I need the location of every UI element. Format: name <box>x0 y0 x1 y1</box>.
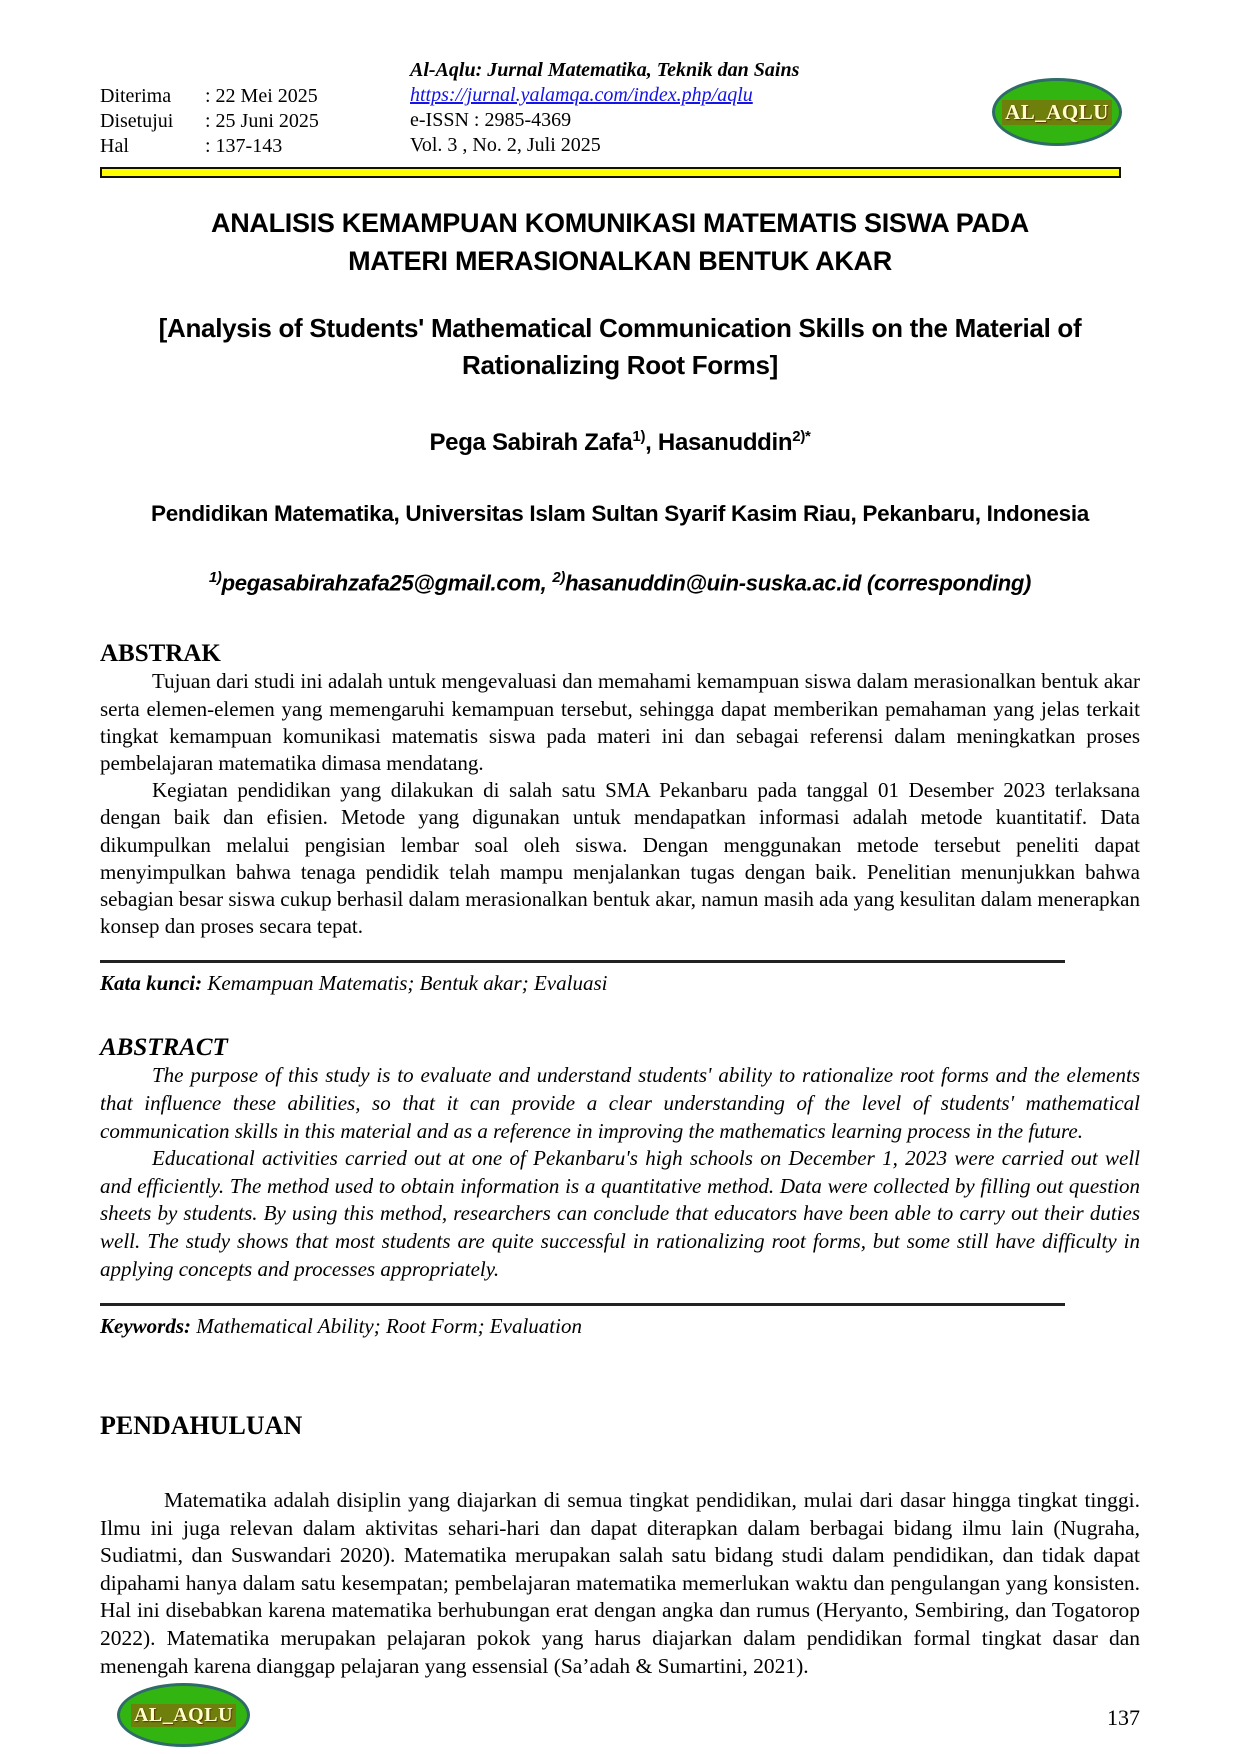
received-label: Diterima <box>100 85 172 107</box>
pages-label: Hal <box>100 135 129 157</box>
author-2-affmark: 2)* <box>792 428 811 445</box>
footer-journal-logo-icon <box>117 1683 250 1747</box>
journal-name: Al-Aqlu: Jurnal Matematika, Teknik dan Sains <box>410 59 800 81</box>
keywords-values: Mathematical Ability; Root Form; Evaluation <box>191 1314 582 1339</box>
meta-row-pages <box>100 134 410 159</box>
keywords-line <box>100 1314 1140 1339</box>
affiliation-line: Pendidikan Matematika, Universitas Islam Sultan Syarif Kasim Riau, Pekanbaru, Indonesia <box>151 501 1089 526</box>
keywords-label: Keywords: <box>100 1314 191 1339</box>
introduction-heading: PENDAHULUAN <box>100 1411 303 1441</box>
authors-line <box>100 428 1140 457</box>
pages-value: : 137-143 <box>205 135 283 157</box>
footer-logo-text: AL_AQLU <box>131 1704 236 1727</box>
author-2-name: Hasanuddin <box>657 429 793 456</box>
meta-row-received <box>100 84 410 109</box>
abstrak-paragraph-2: Kegiatan pendidikan yang dilakukan di salah satu SMA Pekanbaru pada tanggal 01 Desember 2023 terlaksana dengan baik dan efisien. Metode yang digunakan untuk mendapatkan informasi adalah metode kuantitatif. Data dikumpulkan melalui pengisian lembar soal oleh siswa. Dengan menggunakan metode tersebut peneliti dapat menyimpulkan bahwa tenaga pendidik telah mampu menjalankan tugas dengan baik. Penelitian menunjukkan bahwa sebagian besar siswa cukup berhasil dalam merasionalkan bentuk akar, namun masih ada yang kesulitan dalam menerapkan konsep dan proses secara tepat. <box>100 778 1140 939</box>
kata-kunci-values: Kemampuan Matematis; Bentuk akar; Evaluasi <box>202 971 608 996</box>
received-value: : 22 Mei 2025 <box>205 85 318 107</box>
emails-line <box>100 569 1140 596</box>
journal-info <box>410 58 890 158</box>
kata-kunci-label: Kata kunci: <box>100 971 203 996</box>
abstract-heading: ABSTRACT <box>100 1034 228 1062</box>
journal-url-link[interactable]: https://jurnal.yalamqa.com/index.php/aqlu <box>410 84 753 106</box>
journal-volume: Vol. 3 , No. 2, Juli 2025 <box>410 134 601 156</box>
author-1-name: Pega Sabirah Zafa <box>429 429 633 456</box>
email-1-address: pegasabirahzafa25@gmail.com, <box>221 570 553 596</box>
kata-kunci-line <box>100 971 1140 996</box>
email-2-address: hasanuddin@uin-suska.ac.id (corresponding) <box>565 570 1032 596</box>
article-title-indonesian: ANALISIS KEMAMPUAN KOMUNIKASI MATEMATIS SISWA PADA MATERI MERASIONALKAN BENTUK AKAR <box>211 208 1029 276</box>
abstrak-paragraph-1: Tujuan dari studi ini adalah untuk mengevaluasi dan memahami kemampuan siswa dalam merasionalkan bentuk akar serta elemen-elemen yang memengaruhi kemampuan tersebut, sehingga dapat memberikan pemahaman yang jelas terkait tingkat kemampuan komunikasi matematis siswa pada materi ini dan sebagai referensi dalam meningkatkan proses pembelajaran matematika dimasa mendatang. <box>100 669 1140 775</box>
authors-separator: , <box>645 429 658 456</box>
author-1-affmark: 1) <box>632 428 646 445</box>
abstract-paragraph-1: The purpose of this study is to evaluate and understand students' ability to rationalize root forms and the elements that influence these abilities, so that it can provide a clear understanding of the level of students' mathematical communication skills in this material and as a reference in improving the mathematics learning process in the future. <box>100 1063 1140 1143</box>
journal-eissn: e-ISSN : 2985-4369 <box>410 109 572 131</box>
abstrak-heading: ABSTRAK <box>100 640 221 668</box>
accepted-value: : 25 Juni 2025 <box>205 110 319 132</box>
header-divider-bar <box>100 167 1121 178</box>
article-title-english: [Analysis of Students' Mathematical Communication Skills on the Material of Rationalizing Root Forms] <box>158 313 1082 380</box>
page-header <box>100 58 1140 159</box>
email-2-mark: 2) <box>552 569 566 586</box>
abstract-paragraph-2: Educational activities carried out at one of Pekanbaru's high schools on December 1, 2023 were carried out well and efficiently. The method used to obtain information is a quantitative method. Data were collected by filling out question sheets by students. By using this method, researchers can conclude that educators have been able to carry out their duties well. The study shows that most students are quite successful in rationalizing root forms, but some still have difficulty in applying concepts and processes appropriately. <box>100 1146 1140 1281</box>
journal-logo-icon <box>992 78 1122 146</box>
submission-meta <box>100 58 410 159</box>
meta-row-accepted <box>100 109 410 134</box>
journal-logo-text: AL_AQLU <box>1002 100 1112 125</box>
abstrak-keywords-divider <box>100 960 1065 963</box>
introduction-paragraph-1: Matematika adalah disiplin yang diajarkan di semua tingkat pendidikan, mulai dari dasar hingga tingkat tinggi. Ilmu ini juga relevan dalam aktivitas sehari-hari dan dapat diterapkan dalam berbagai bidang ilmu lain (Nugraha, Sudiatmi, dan Suswandari 2020). Matematika merupakan salah satu bidang studi dalam pendidikan, dan tidak dapat dipahami hanya dalam satu kesempatan; pembelajaran matematika memerlukan waktu dan pengulangan yang konsisten. Hal ini disebabkan karena matematika berhubungan erat dengan angka dan rumus (Heryanto, Sembiring, dan Togatorop 2022). Matematika merupakan pelajaran pokok yang harus diajarkan dalam pendidikan formal tingkat dasar dan menengah karena dianggap pelajaran yang essensial (Sa’adah & Sumartini, 2021). <box>100 1488 1140 1678</box>
email-1-mark: 1) <box>208 569 222 586</box>
page-number: 137 <box>1107 1705 1140 1730</box>
abstract-keywords-divider <box>100 1303 1065 1306</box>
accepted-label: Disetujui <box>100 110 174 132</box>
